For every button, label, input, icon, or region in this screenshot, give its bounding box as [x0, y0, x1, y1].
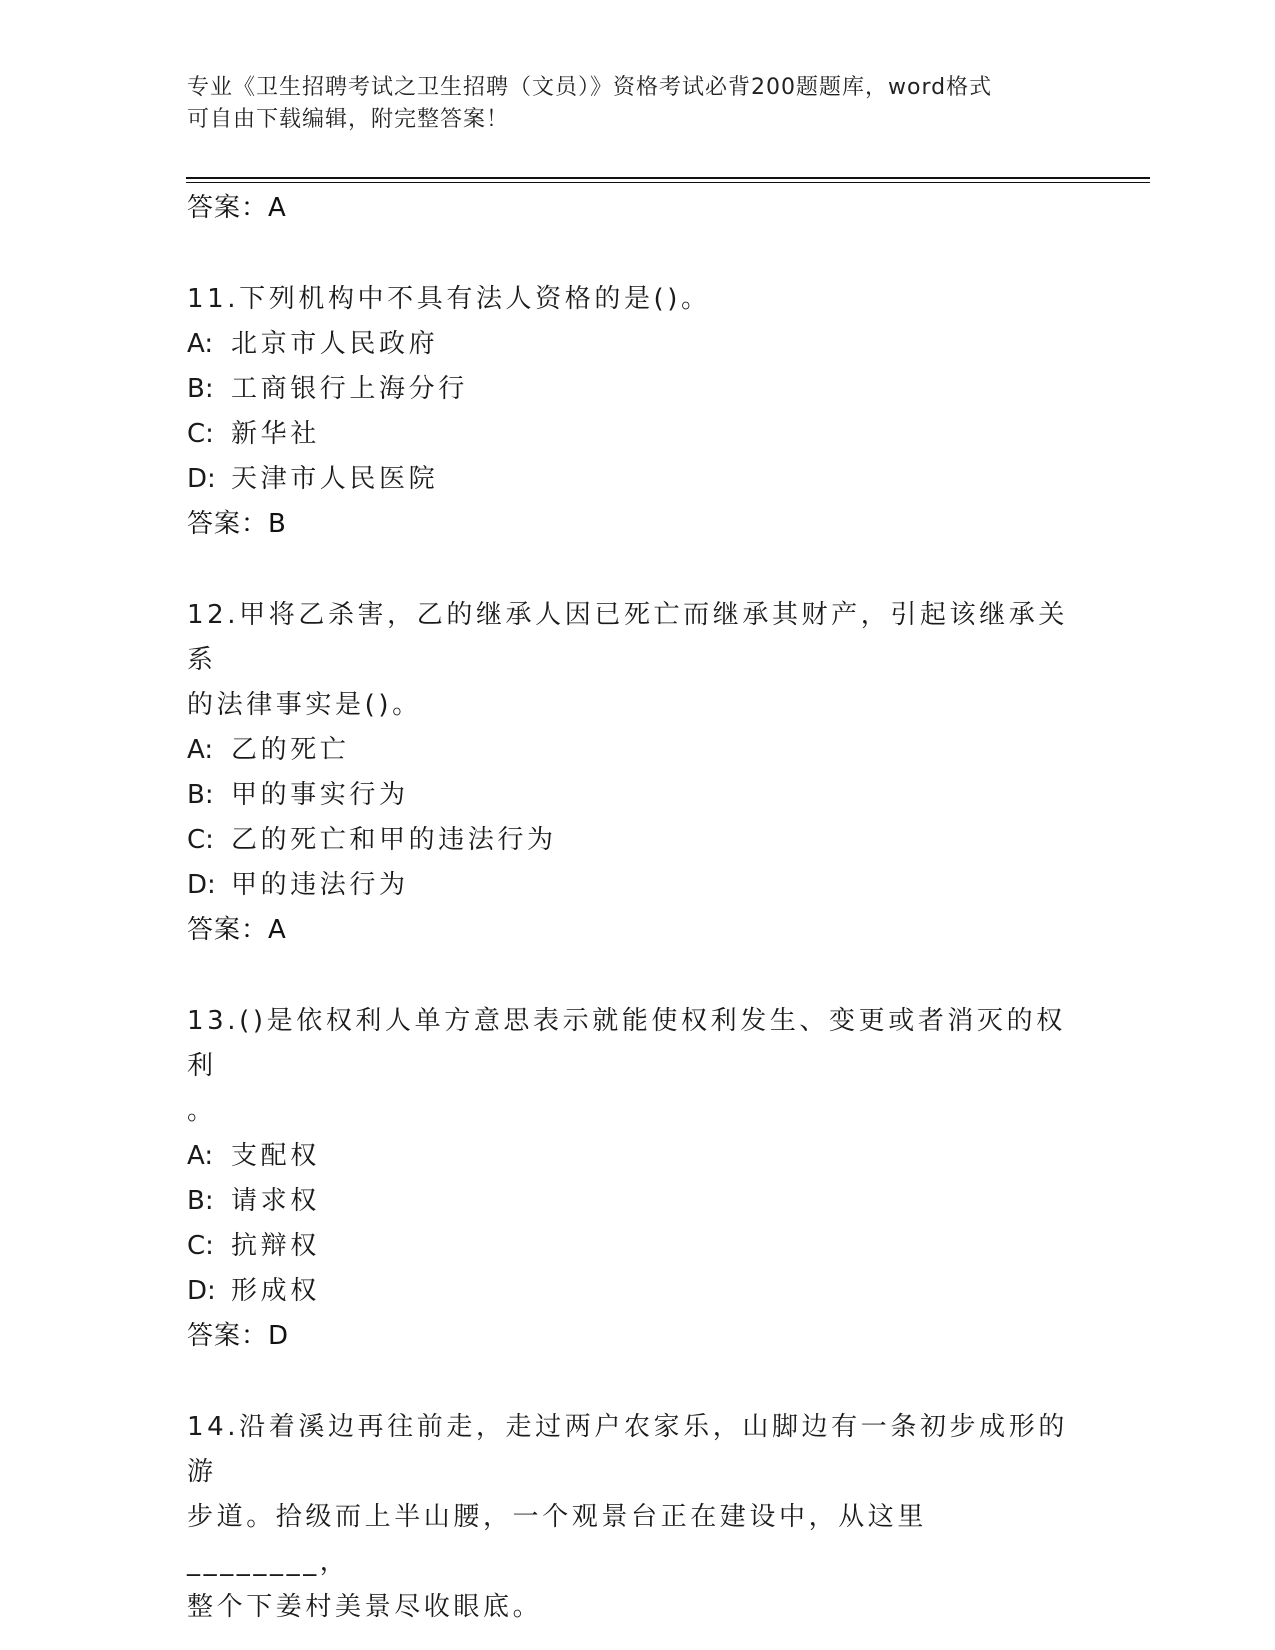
- option-letter: C:: [187, 419, 214, 449]
- option-letter: B:: [187, 780, 214, 810]
- option-text: 北京市人民政府: [231, 329, 439, 359]
- option-b: [187, 1179, 1087, 1224]
- option-a: [187, 728, 1087, 773]
- option-text: 支配权: [231, 1141, 320, 1171]
- option-d: [187, 863, 1087, 908]
- option-letter: A:: [187, 329, 214, 359]
- option-c: [187, 818, 1087, 863]
- header-line-2: 可自由下载编辑，附完整答案！: [187, 107, 510, 132]
- document-header: [187, 72, 1087, 136]
- question-block: [187, 277, 1087, 547]
- question-text: 13.()是依权利人单方意思表示就能使权利发生、变更或者消灭的权利: [187, 1006, 1066, 1081]
- option-text: 乙的死亡: [231, 735, 350, 765]
- spacer: [187, 547, 1087, 593]
- header-line-1: 专业《卫生招聘考试之卫生招聘（文员）》资格考试必背200题题库，word格式: [187, 75, 993, 100]
- question-block: [187, 999, 1087, 1359]
- option-c: [187, 412, 1087, 457]
- option-text: 形成权: [231, 1276, 320, 1306]
- question-text: 14.沿着溪边再往前走，走过两户农家乐，山脚边有一条初步成形的游: [187, 1412, 1068, 1487]
- spacer: [187, 231, 1087, 277]
- question-text: 的法律事实是()。: [187, 690, 422, 720]
- option-letter: B:: [187, 374, 214, 404]
- spacer: [187, 1359, 1087, 1405]
- option-d: [187, 1269, 1087, 1314]
- option-letter: A:: [187, 735, 214, 765]
- option-letter: D:: [187, 464, 216, 494]
- option-letter: C:: [187, 1231, 214, 1261]
- answer-line: 答案：D: [187, 1321, 290, 1351]
- option-text: 请求权: [231, 1186, 320, 1216]
- question-text: 步道。拾级而上半山腰，一个观景台正在建设中，从这里________，: [187, 1502, 928, 1577]
- option-a: [187, 322, 1087, 367]
- option-text: 乙的死亡和甲的违法行为: [231, 825, 557, 855]
- spacer: [187, 953, 1087, 999]
- question-text: 。: [187, 1096, 217, 1126]
- option-text: 工商银行上海分行: [231, 374, 468, 404]
- question-text: 11.下列机构中不具有法人资格的是()。: [187, 284, 711, 314]
- option-d: [187, 457, 1087, 502]
- question-block: [187, 593, 1087, 953]
- option-letter: D:: [187, 870, 216, 900]
- option-c: [187, 1224, 1087, 1269]
- option-text: 甲的违法行为: [231, 870, 409, 900]
- question-text: 整个下姜村美景尽收眼底。: [187, 1592, 543, 1622]
- option-b: [187, 367, 1087, 412]
- option-letter: B:: [187, 1186, 214, 1216]
- question-text: 12.甲将乙杀害，乙的继承人因已死亡而继承其财产，引起该继承关系: [187, 600, 1068, 675]
- option-a: [187, 1134, 1087, 1179]
- option-text: 新华社: [231, 419, 320, 449]
- option-text: 天津市人民医院: [231, 464, 439, 494]
- option-text: 甲的事实行为: [231, 780, 409, 810]
- header-divider-thin: [186, 182, 1150, 183]
- header-divider-thick: [186, 177, 1150, 179]
- answer-line: 答案：B: [187, 509, 287, 539]
- previous-answer: 答案：A: [187, 193, 287, 223]
- option-b: [187, 773, 1087, 818]
- option-text: 抗辩权: [231, 1231, 320, 1261]
- question-block: [187, 1405, 1087, 1630]
- option-letter: A:: [187, 1141, 214, 1171]
- option-letter: C:: [187, 825, 214, 855]
- option-letter: D:: [187, 1276, 216, 1306]
- question-list: [187, 186, 1087, 1630]
- answer-line: 答案：A: [187, 915, 287, 945]
